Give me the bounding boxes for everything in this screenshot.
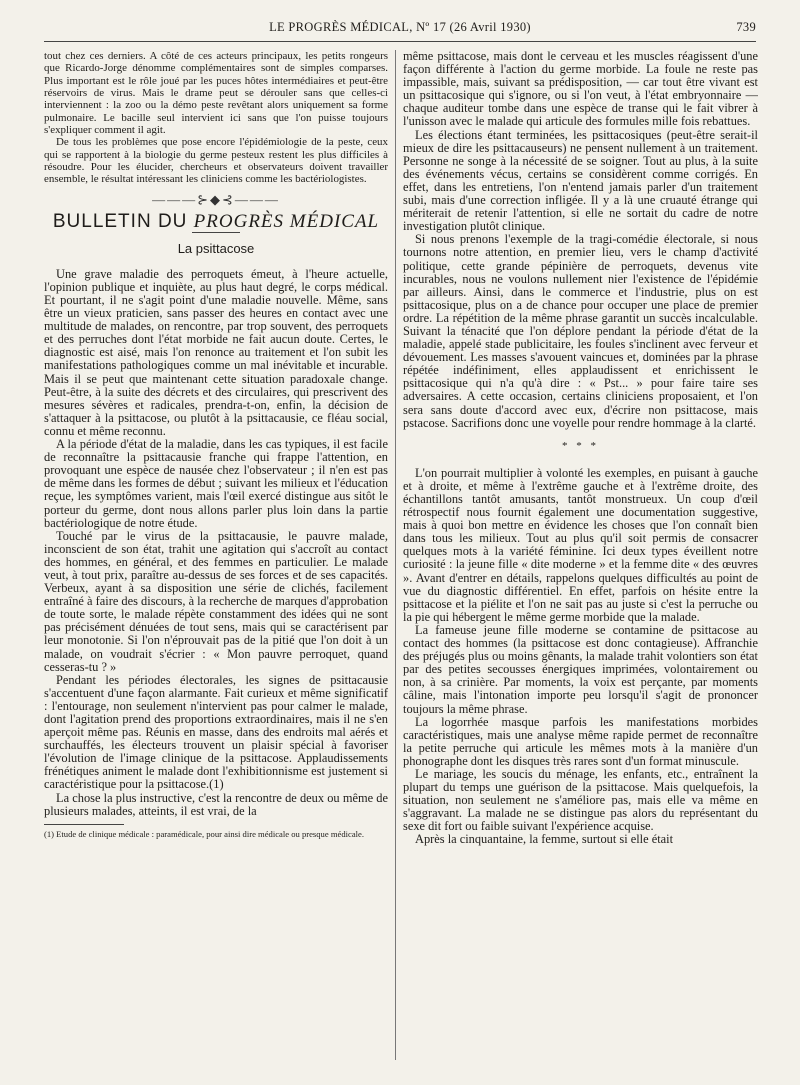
header-rule [44,41,756,42]
footnote: (1) Etude de clinique médicale : paramédicale, pour ainsi dire médicale ou presque médicale. [44,828,364,839]
right-paragraph-8: Après la cinquantaine, la femme, surtout si elle était [415,832,674,847]
right-paragraph-7: Le mariage, les soucis du ménage, les enfants, etc., entraînent la plupart du temps une guérison de la psittacose. Mais quelquefois, la situation, non seulement ne s'améliore pas, mais elle va même en s'aggravant. La malade ne se distingue pas alors du représentant du sexe dit fort ou faible suivant l'expérience acquise. [403,766,758,834]
intro-paragraph-2: De tous les problèmes que pose encore l'épidémiologie de la peste, ceux qui se rapportent à la biologie du germe pesteux restent les plus difficiles à résoudre. Pour les élucider, chercheurs et observateurs doivent travailler ensemble, le résultat intéressant les cliniciens comme les bactériologistes. [44,136,388,186]
right-paragraph-1: même psittacose, mais dont le cerveau et les muscles réagissent d'une façon différente à l'action du germe morbide. La foule ne reste pas impassible, mais, suivant sa prédisposition, — car tout être vivant est un psittacosique qui s'ignore, ou si l'on veut, à l'état embryonnaire — chaque auditeur tombe dans une espèce de transe qui le fait vibrer à l'unisson avec le malade qui articule des formules mille fois rebattues. [403,50,758,129]
journal-title: LE PROGRÈS MÉDICAL, Nº 17 (26 Avril 1930) [269,20,531,34]
right-paragraph-4: L'on pourrait multiplier à volonté les exemples, en puisant à gauche et à droite, et même à l'extrême gauche et à l'extrême droite, des échantillons tantôt amusants, tantôt monstrueux. Un coup d'œil rétrospectif nous fournit également une documentation suggestive, mais à quoi bon mettre en évidence les choses que l'on connaît bien dans tous les milieux. Tout au plus qu'il soit permis de consacrer quelques mots à la variété féminine. Ici deux types éveillent notre curiosité : la jeune fille « dite moderne » et la femme dite « des œuvres ». Avant d'entrer en détails, rappelons quelques difficultés au point de vue du diagnostic différentiel. En effet, parfois on hésite entre la psittacose et la piélite et l'on ne sait pas au juste si c'est la perruche ou la pie qui hébergent le même germe morbide que la malade. [403,465,758,624]
right-paragraph-5: La fameuse jeune fille moderne se contamine de psittacose au contact des hommes (la psittacose est donc contagieuse). Affranchie des préjugés plus ou moins gênants, la malade trahit volontiers son état par des petites secousses énergiques imprimées, volontairement ou non, à sa crinière. Par moments, la voix est perçante, par moments câline, mais l'intonation importe peu lorsqu'il s'agit de prononcer toujours la même phrase. [403,622,758,716]
intro-paragraph-1: tout chez ces derniers. A côté de ces acteurs principaux, les petits rongeurs que Ricardo-Jorge dénomme complémentaires sont de simples comparses. Plus important est le rôle joué par les puces hôtes intermédiaires et peut-être réservoirs de virus. Mais le drame peut se dérouler sans que celles-ci interviennent : la zoo ou la démo peste revêtant alors uniquement sa forme pulmonaire. Le bacille seul intervient ici sans que l'on puisse toujours s'expliquer comment il agit. [44,50,388,137]
bulletin-title-name: PROGRÈS MÉDICAL [193,211,380,233]
article-title: La psittacose [177,241,255,257]
bulletin-title [44,211,388,233]
right-paragraph-2: Les élections étant terminées, les psittacosiques (peut-être serait-il mieux de dire les psittacauseurs) ne pensent nullement à un traitement. Personne ne songe à la nécessité de se soigner. Tout au plus, à la suite des événements vécus, certains se considèrent comme corrigés. En effet, dans les entretiens, l'on n'entend jamais parler d'un traitement subi, mais d'une correction infligée. Il y a là une cruauté étrange qui mériterait de retenir l'attention, si elle ne sortait du cadre de notre investigation plutôt clinique. [403,127,758,234]
running-header [44,20,756,42]
left-column [44,50,388,1070]
article-paragraph-4: Pendant les périodes électorales, les signes de psittacausie s'accentuent d'une façon alarmante. Fait curieux et même significatif : l'entourage, non seulement n'intervient pas pour calmer le malade, dont l'agitation prend des proportions extraordinaires, mais il ne s'en aperçoit même pas. Réunis en masse, dans des endroits mal aérés et surchauffés, les électeurs trouvent un plaisir spécial à favoriser l'évolution de l'image clinique de la psittacose. Applaudissements frénétiques animent le malade dont l'exhibitionnisme est justement si caractéristique pour la psittacose.(1) [44,672,388,792]
column-divider [395,50,396,1060]
right-paragraph-6: La logorrhée masque parfois les manifestations morbides caractéristiques, mais une analyse même rapide permet de reconnaître la petite perruche qui articule les mêmes mots à la manière d'un phonographe dont les disques très rares sont d'un format minuscule. [403,714,758,768]
right-paragraph-3: Si nous prenons l'exemple de la tragi-comédie électorale, si nous tournons notre attention, en premier lieu, vers le champ d'activité politique, cette grande pépinière de perroquets, devenus vite incurables, nous ne voulons nullement nier l'existence de l'épidémie par ailleurs. Ainsi, dans le commerce et l'industrie, plus on est psittacosique, plus on a de chance pour occuper une place de premier ordre. La répétition de la même phrase garantit un succès incalculable. Suivant la ténacité que l'on déplore pendant la période d'état de la maladie, appelé stade publicitaire, les foules s'inclinent avec ferveur et dévouement. Les masses s'avouent vaincues et, dominées par la phrase répétée indéfiniment, elles applaudissent et enrichissent le psittacosique qui n'a qu'à dire : « Pst... » pour faire taire ses adversaires. A cette occasion, certains cliniciens proposaient, et l'on sera sans doute d'accord avec eux, d'écrire non psittacose, mais pstacose. Sacrifions donc une voyelle pour rendre hommage à la clarté. [403,232,758,430]
section-stars: * * * [562,439,599,452]
title-rule [192,232,240,233]
bulletin-title-prefix: BULLETIN DU [52,211,188,233]
article-paragraph-1: Une grave maladie des perroquets émeut, à l'heure actuelle, l'opinion publique et inquiète, au plus haut degré, le corps médical. Et pourtant, il ne s'agit point d'une maladie nouvelle. Même, sans être un vieux praticien, sans passer des heures en contact avec une multitude de malades, on rencontre, par trop souvent, des perroquets et des perruches dont l'état morbide ne fait aucun doute. Certes, le diagnostic est aisé, mais l'on renonce au traitement et l'on subit les manifestations pathologiques comme un mal inévitable et incurable. Mais il se peut que maintenant cette situation paradoxale change. Peut-être, à la suite des décrets et des circulaires, qui prescrivent des mesures sévères et radicales, prendra-t-on, enfin, la décision de s'attaquer à la psittacose, ou plutôt à la psittacausie, ce fléau social, connu et même reconnu. [44,266,388,438]
section-ornament: ———⊱◆⊰——— [152,191,280,207]
article-paragraph-2: A la période d'état de la maladie, dans les cas typiques, il est facile de reconnaître la psittacausie franche qui frappe l'attention, en provoquant une espèce de nausée chez l'observateur ; il n'en est pas de même dans les formes de début ; suivant les milieux et l'éducation reçue, les symptômes varient, mais l'œil exercé distingue aus sitôt le porteur du germe, dont nous allons parler plus loin dans la partie bactériologique de notre étude. [44,437,388,530]
article-paragraph-3: Touché par le virus de la psittacausie, le pauvre malade, inconscient de son état, trahit une agitation qui s'accroît au contact des hommes, en général, et des femmes en particulier. Le malade veut, à tout prix, paraître au-dessus de ses forces et de ses capacités. Verbeux, ayant à sa disposition une série de clichés, facilement entraîné à faire des discours, à la recherche de marques d'approbation de toute sorte, le malade répète constamment des idées qui ne sont pas précisément dénuées de tout sens, mais qui se caractérisent par leur monotonie. Si l'on n'éprouvait pas de la pitié que l'on doit à un malade, on voudrait s'écrier : « Mon pauvre perroquet, quand cesseras-tu ? » [44,528,388,674]
article-paragraph-5: La chose la plus instructive, c'est la rencontre de deux ou même de plusieurs malades, atteints, il est vrai, de la [44,790,388,818]
page-number: 739 [736,20,756,34]
article-body-left [44,268,388,818]
footnote-rule [44,824,124,825]
right-column [403,50,758,1070]
